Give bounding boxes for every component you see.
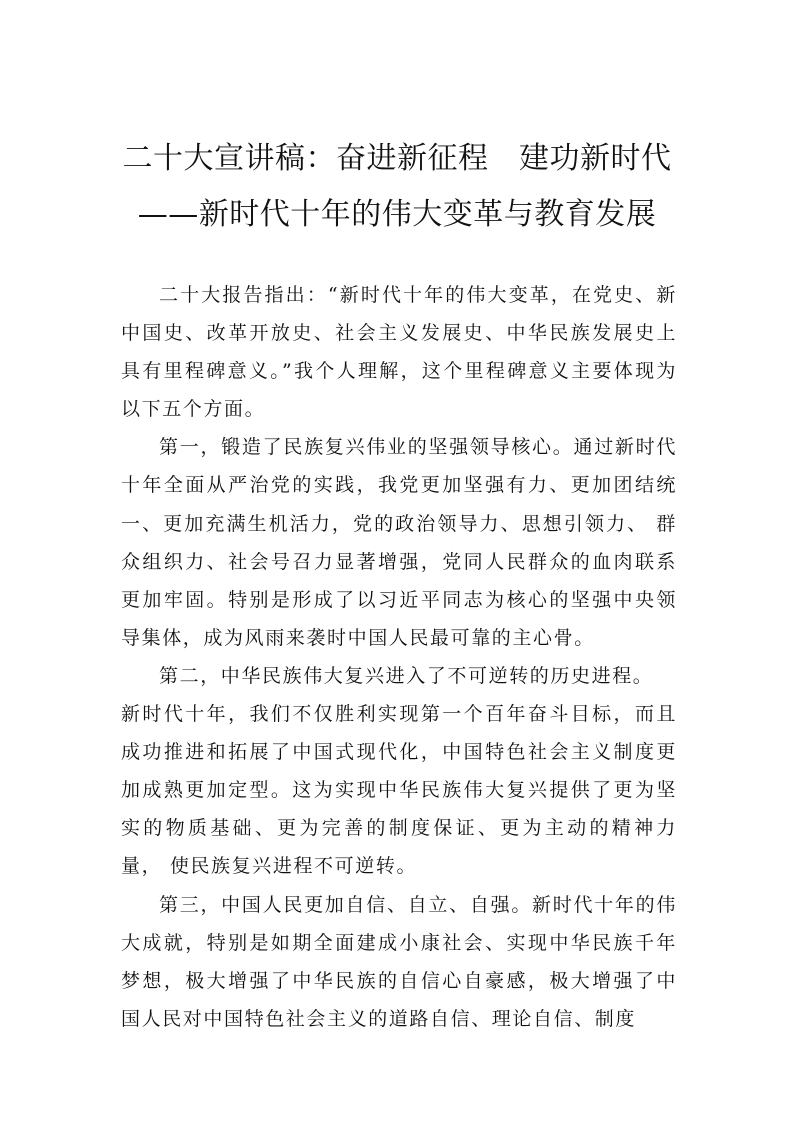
- paragraph-second-point-heading: 第二，中华民族伟大复兴进入了不可逆转的历史进程。: [159, 664, 654, 687]
- paragraph-third-point: 第三，中国人民更加自信、自立、自强。新时代十年的伟大成就，特别是如期全面建成小康社会、实现中华民族千年梦想，极大增强了中华民族的自信心自豪感，极大增强了中国人民对中国特色社会主义的道路自信、理论自信、制度: [121, 893, 677, 1030]
- document-body: [121, 276, 677, 1038]
- paragraph-intro: 二十大报告指出：“新时代十年的伟大变革，在党史、新中国史、改革开放史、社会主义发展史、中华民族发展史上具有里程碑意义。”我个人理解，这个里程碑意义主要体现为以下五个方面。: [121, 284, 677, 421]
- title-line-1: 二十大宣讲稿：奋进新征程 建功新时代: [122, 141, 672, 176]
- paragraph-second-point-body: 新时代十年，我们不仅胜利实现第一个百年奋斗目标，而且成功推进和拓展了中国式现代化，中国特色社会主义制度更加成熟更加定型。这为实现中华民族伟大复兴提供了更为坚实的物质基础、更为完善的制度保证、更为主动的精神力量， 使民族复兴进程不可逆转。: [121, 703, 677, 878]
- title-line-2: ——新时代十年的伟大变革与教育发展: [137, 197, 657, 232]
- document-title: [0, 131, 794, 243]
- paragraph-first-point: 第一，锻造了民族复兴伟业的坚强领导核心。通过新时代十年全面从严治党的实践，我党更加坚强有力、更加团结统一、更加充满生机活力，党的政治领导力、思想引领力、 群众组织力、社会号召力显著增强，党同人民群众的血肉联系更加牢固。特别是形成了以习近平同志为核心的坚强中央领导集体，成为风雨来袭时中国人民最可靠的主心骨。: [121, 436, 677, 649]
